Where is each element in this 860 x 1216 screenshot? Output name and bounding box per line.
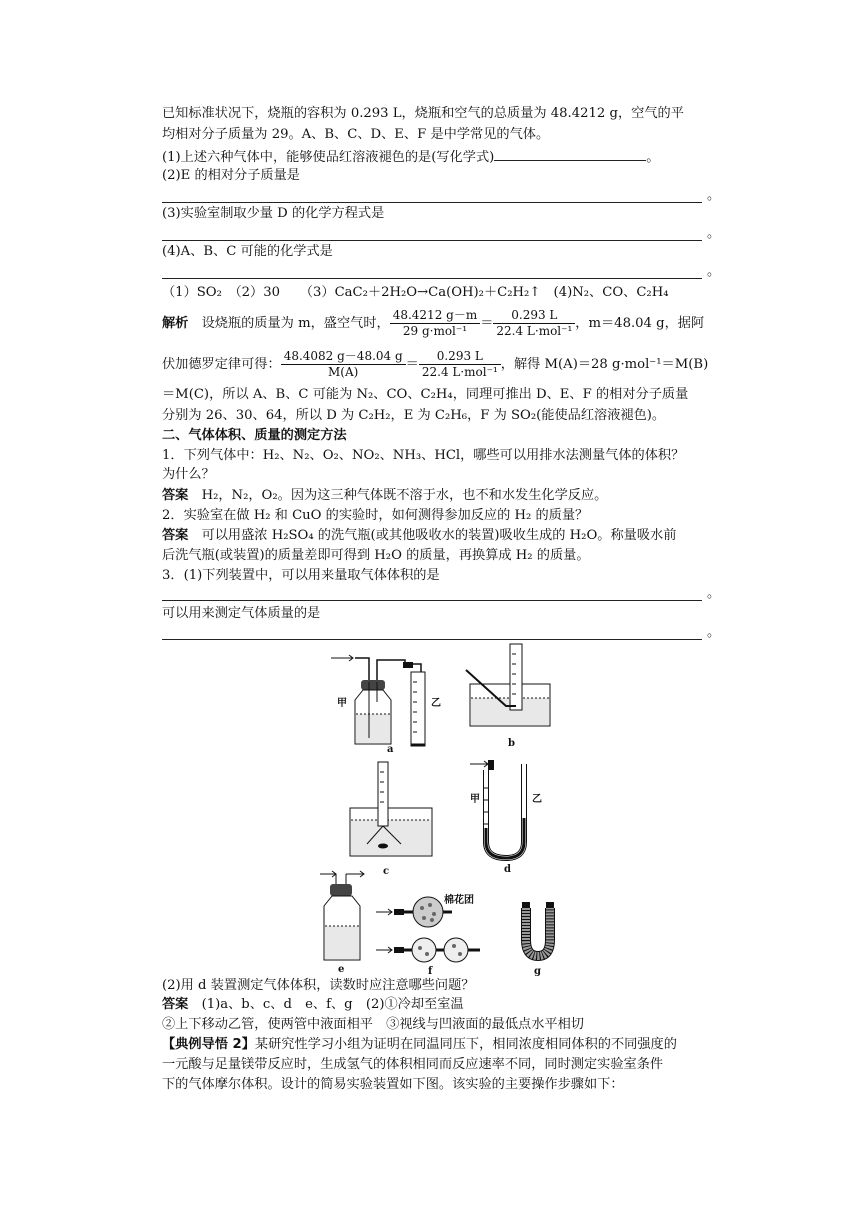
question-4: (4)A、B、C 可能的化学式是 <box>162 244 333 259</box>
analysis-line-3: ＝M(C)，所以 A、B、C 可能为 N₂、CO、C₂H₄，同理可推出 D、E、F 的相对分子质量 <box>162 387 689 402</box>
s2-question-3c: (2)用 d 装置测定气体体积，读数时应注意哪些问题？ <box>162 978 475 993</box>
figure-label-d: d <box>504 864 511 875</box>
label-yi: 乙 <box>532 794 542 805</box>
fraction: $\frac{48.4082 g-48.04 g}{M(A)}$ <box>281 349 406 380</box>
answer-blank <box>162 184 702 203</box>
analysis-line-4: 分别为 26、30、64，所以 D 为 C₂H₂，E 为 C₂H₆，F 为 SO₂(能使品红溶液褪色)。 <box>162 408 666 423</box>
fraction: $\frac{48.4212 g-m}{\text{29 g·mol⁻¹}}$ <box>390 308 481 339</box>
answer-blank <box>162 621 702 640</box>
example-line-3: 下的气体摩尔体积。设计的简易实验装置如下图。该实验的主要操作步骤如下： <box>162 1077 624 1092</box>
s2-question-1b: 为什么？ <box>162 467 215 482</box>
s2-answer-2b: 后洗气瓶(或装置)的质量差即可得到 H₂O 的质量，再换算成 H₂ 的质量。 <box>162 548 590 563</box>
question-1: (1)上述六种气体中，能够使品红溶液褪色的是(写化学式) 。 <box>162 146 659 169</box>
figure-label-e: e <box>338 964 345 975</box>
analysis-line-1: 解析 设烧瓶的质量为 m，盛空气时， $\frac{48.4212 g-m}{\text{29 g·mol⁻¹}}$ ＝ $\frac{0.293 L}{\text{22.4 L·mol⁻¹}}$ ，m＝48.04 g，据阿 <box>162 308 705 338</box>
fraction: $\frac{0.293 L}{\text{22.4 L·mol⁻¹}}$ <box>493 308 575 339</box>
analysis-label: 解析 <box>162 316 189 331</box>
figure-label-g: g <box>534 966 541 977</box>
s2-question-2: 2．实验室在做 H₂ 和 CuO 的实验时，如何测得参加反应的 H₂ 的质量？ <box>162 508 589 523</box>
figure-label-f: f <box>428 966 433 977</box>
intro-line-2: 均相对分子质量为 29。A、B、C、D、E、F 是中学常见的气体。 <box>162 127 550 142</box>
figure-label-a: a <box>387 744 394 755</box>
fraction: $\frac{0.293 L}{\text{22.4 L·mol⁻¹}}$ <box>419 349 501 380</box>
answer-blank <box>494 146 646 161</box>
apparatus-f <box>372 888 492 980</box>
label-jia: 甲 <box>337 698 347 709</box>
answer-label: 答案 <box>162 488 189 503</box>
s2-question-3a: 3．(1)下列装置中，可以用来量取气体体积的是 <box>162 568 440 583</box>
s2-answer-2a: 答案 可以用盛浓 H₂SO₄ 的洗气瓶(或其他吸收水的装置)吸收生成的 H₂O。称量吸水前 <box>162 528 677 543</box>
s2-question-3b: 可以用来测定气体质量的是 <box>162 606 321 621</box>
s2-answer-3b: ②上下移动乙管，使两管中液面相平 ③视线与凹液面的最低点水平相切 <box>162 1017 584 1032</box>
s2-answer-1: 答案 H₂，N₂，O₂。因为这三种气体既不溶于水，也不和水发生化学反应。 <box>162 488 608 503</box>
apparatus-c <box>345 760 440 878</box>
s2-answer-3a: 答案 (1)a、b、c、d e、f、g (2)①冷却至室温 <box>162 997 464 1012</box>
analysis-line-2: 伏加德罗定律可得： $\frac{48.4082 g-48.04 g}{M(A)}$ ＝ $\frac{0.293 L}{\text{22.4 L·mol⁻¹}}$ ，解得 M(A)＝28 g·mol⁻¹＝M(B) <box>162 349 709 379</box>
example-line-2: 一元酸与足量镁带反应时，生成氢气的体积相同而反应速率不同，同时测定实验室条件 <box>162 1057 664 1072</box>
answer-blank <box>162 260 702 279</box>
label-cotton: 棉花团 <box>444 895 474 906</box>
answer-label: 答案 <box>162 528 189 543</box>
example-label: 【典例导悟 2】 <box>162 1037 255 1052</box>
apparatus-g <box>514 900 564 980</box>
answer-line: （1）SO₂ （2）30 （3）CaC₂＋2H₂O→Ca(OH)₂＋C₂H₂↑ (4)N₂、CO、C₂H₄ <box>162 285 669 300</box>
section-heading: 二、气体体积、质量的测定方法 <box>162 428 347 443</box>
apparatus-e <box>318 868 368 978</box>
answer-blank <box>162 582 702 601</box>
question-2: (2)E 的相对分子质量是 <box>162 168 300 183</box>
apparatus-a <box>325 652 460 755</box>
figure-label-b: b <box>508 738 515 749</box>
figure-label-c: c <box>383 866 390 877</box>
apparatus-b <box>462 640 557 752</box>
s2-question-1a: 1．下列气体中：H₂、N₂、O₂、NO₂、NH₃、HCl，哪些可以用排水法测量气体的体积？ <box>162 448 685 463</box>
question-3: (3)实验室制取少量 D 的化学方程式是 <box>162 206 385 221</box>
label-yi: 乙 <box>431 698 441 709</box>
intro-line-1: 已知标准状况下，烧瓶的容积为 0.293 L，烧瓶和空气的总质量为 48.4212 g，空气的平 <box>162 106 684 121</box>
apparatus-d <box>466 758 548 878</box>
answer-blank <box>162 222 702 241</box>
example-line-1: 【典例导悟 2】某研究性学习小组为证明在同温同压下，相同浓度相同体积的不同强度的 <box>162 1037 677 1052</box>
label-jia: 甲 <box>470 794 480 805</box>
answer-label: 答案 <box>162 997 189 1012</box>
